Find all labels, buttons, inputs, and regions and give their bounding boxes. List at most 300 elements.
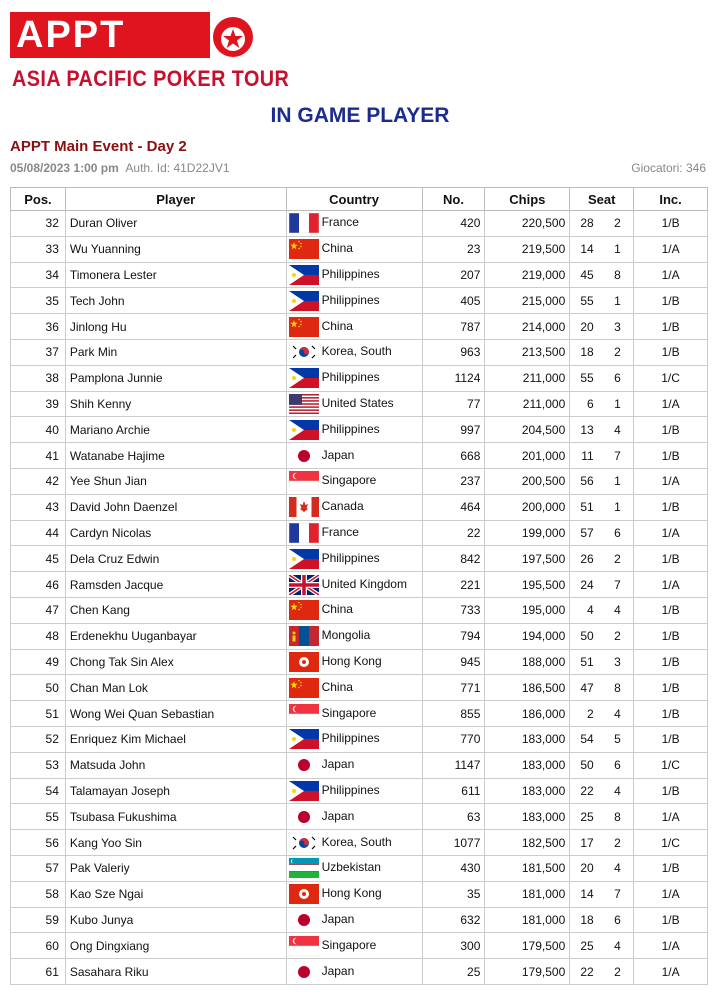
header-inc: Inc. (634, 188, 708, 211)
inc-cell: 1/B (634, 546, 708, 572)
flag-icon (289, 239, 319, 259)
seat-number: 4 (602, 417, 634, 443)
star-icon (210, 12, 256, 62)
country-cell (286, 830, 422, 856)
table-number: 13 (570, 417, 602, 443)
table-row (11, 546, 708, 572)
table-number: 56 (570, 468, 602, 494)
table-row (11, 365, 708, 391)
country-cell (286, 907, 422, 933)
chip-count: 181,000 (485, 907, 570, 933)
country-cell (286, 417, 422, 443)
flag-icon (289, 833, 319, 853)
pos-cell: 35 (11, 288, 66, 314)
player-number: 771 (422, 675, 485, 701)
inc-cell: 1/C (634, 752, 708, 778)
logo-banner (10, 12, 210, 58)
flag-icon (289, 420, 319, 440)
player-name: Chan Man Lok (65, 675, 286, 701)
inc-cell: 1/B (634, 649, 708, 675)
seat-number: 5 (602, 726, 634, 752)
chip-count: 181,500 (485, 855, 570, 881)
table-number: 22 (570, 959, 602, 985)
table-number: 51 (570, 649, 602, 675)
flag-icon (289, 213, 319, 233)
country-name: Korea, South (321, 344, 392, 359)
flag-icon (289, 497, 319, 517)
table-number: 50 (570, 752, 602, 778)
country-cell (286, 365, 422, 391)
header-seat: Seat (570, 188, 634, 211)
players-table (10, 187, 708, 985)
seat-number: 1 (602, 494, 634, 520)
appt-logo (10, 12, 290, 94)
table-number: 17 (570, 830, 602, 856)
seat-number: 6 (602, 365, 634, 391)
table-row (11, 417, 708, 443)
player-number: 77 (422, 391, 485, 417)
seat-number: 7 (602, 881, 634, 907)
player-number: 611 (422, 778, 485, 804)
country-name: Mongolia (321, 628, 371, 643)
country-cell (286, 262, 422, 288)
table-number: 20 (570, 855, 602, 881)
country-cell (286, 597, 422, 623)
country-cell (286, 726, 422, 752)
player-name: Kubo Junya (65, 907, 286, 933)
logo-main-text: APPT (16, 14, 126, 56)
flag-icon (289, 600, 319, 620)
table-number: 20 (570, 314, 602, 340)
country-name: Canada (321, 499, 364, 514)
table-number: 47 (570, 675, 602, 701)
player-number: 963 (422, 339, 485, 365)
player-number: 997 (422, 417, 485, 443)
player-name: Chong Tak Sin Alex (65, 649, 286, 675)
inc-cell: 1/B (634, 417, 708, 443)
chip-count: 200,000 (485, 494, 570, 520)
pos-cell: 36 (11, 314, 66, 340)
pos-cell: 60 (11, 933, 66, 959)
country-name: Hong Kong (321, 654, 382, 669)
table-number: 55 (570, 365, 602, 391)
flag-icon (289, 704, 319, 724)
auth-id: Auth. Id: 41D22JV1 (125, 161, 230, 175)
table-row (11, 236, 708, 262)
table-row (11, 701, 708, 727)
inc-cell: 1/B (634, 701, 708, 727)
country-name: France (321, 525, 359, 540)
player-name: Pamplona Junnie (65, 365, 286, 391)
chip-count: 197,500 (485, 546, 570, 572)
flag-icon (289, 446, 319, 466)
flag-icon (289, 394, 319, 414)
inc-cell: 1/B (634, 494, 708, 520)
player-number: 207 (422, 262, 485, 288)
pos-cell: 34 (11, 262, 66, 288)
inc-cell: 1/A (634, 572, 708, 598)
inc-cell: 1/A (634, 468, 708, 494)
player-name: Mariano Archie (65, 417, 286, 443)
chip-count: 200,500 (485, 468, 570, 494)
player-number: 35 (422, 881, 485, 907)
flag-icon (289, 471, 319, 491)
chip-count: 213,500 (485, 339, 570, 365)
pos-cell: 43 (11, 494, 66, 520)
table-number: 55 (570, 288, 602, 314)
pos-cell: 47 (11, 597, 66, 623)
flag-icon (289, 678, 319, 698)
table-row (11, 907, 708, 933)
pos-cell: 37 (11, 339, 66, 365)
table-number: 26 (570, 546, 602, 572)
pos-cell: 32 (11, 211, 66, 237)
table-number: 22 (570, 778, 602, 804)
player-number: 25 (422, 959, 485, 985)
country-name: Japan (321, 808, 355, 823)
pos-cell: 49 (11, 649, 66, 675)
player-name: Watanabe Hajime (65, 443, 286, 469)
chip-count: 214,000 (485, 314, 570, 340)
table-row (11, 339, 708, 365)
player-name: Duran Oliver (65, 211, 286, 237)
seat-number: 3 (602, 314, 634, 340)
pos-cell: 48 (11, 623, 66, 649)
pos-cell: 58 (11, 881, 66, 907)
country-cell (286, 855, 422, 881)
inc-cell: 1/B (634, 855, 708, 881)
flag-icon (289, 291, 319, 311)
seat-number: 1 (602, 236, 634, 262)
country-name: Singapore (321, 473, 377, 488)
table-number: 4 (570, 597, 602, 623)
table-row (11, 572, 708, 598)
player-count: Giocatori: 346 (631, 161, 706, 175)
header-no: No. (422, 188, 485, 211)
player-name: Kang Yoo Sin (65, 830, 286, 856)
flag-icon (289, 858, 319, 878)
pos-cell: 50 (11, 675, 66, 701)
player-number: 430 (422, 855, 485, 881)
inc-cell: 1/B (634, 288, 708, 314)
country-name: Japan (321, 757, 355, 772)
player-name: Wong Wei Quan Sebastian (65, 701, 286, 727)
flag-icon (289, 729, 319, 749)
table-number: 2 (570, 701, 602, 727)
table-number: 14 (570, 881, 602, 907)
seat-number: 2 (602, 339, 634, 365)
inc-cell: 1/B (634, 778, 708, 804)
inc-cell: 1/A (634, 933, 708, 959)
chip-count: 183,000 (485, 778, 570, 804)
country-name: Japan (321, 447, 355, 462)
pos-cell: 56 (11, 830, 66, 856)
country-name: Philippines (321, 550, 380, 565)
player-name: Park Min (65, 339, 286, 365)
country-name: China (321, 241, 353, 256)
inc-cell: 1/B (634, 597, 708, 623)
inc-cell: 1/B (634, 907, 708, 933)
country-cell (286, 314, 422, 340)
country-cell (286, 701, 422, 727)
flag-icon (289, 884, 319, 904)
table-number: 50 (570, 623, 602, 649)
pos-cell: 51 (11, 701, 66, 727)
table-number: 24 (570, 572, 602, 598)
chip-count: 183,000 (485, 726, 570, 752)
seat-number: 4 (602, 701, 634, 727)
country-cell (286, 675, 422, 701)
inc-cell: 1/A (634, 520, 708, 546)
player-number: 770 (422, 726, 485, 752)
table-number: 57 (570, 520, 602, 546)
inc-cell: 1/C (634, 365, 708, 391)
pos-cell: 45 (11, 546, 66, 572)
player-name: Erdenekhu Uuganbayar (65, 623, 286, 649)
player-number: 794 (422, 623, 485, 649)
country-cell (286, 959, 422, 985)
player-name: David John Daenzel (65, 494, 286, 520)
table-header (11, 188, 708, 211)
table-row (11, 933, 708, 959)
country-cell (286, 391, 422, 417)
table-number: 18 (570, 907, 602, 933)
pos-cell: 52 (11, 726, 66, 752)
player-number: 464 (422, 494, 485, 520)
table-row (11, 391, 708, 417)
player-number: 632 (422, 907, 485, 933)
table-row (11, 262, 708, 288)
pos-cell: 55 (11, 804, 66, 830)
table-number: 25 (570, 933, 602, 959)
pos-cell: 39 (11, 391, 66, 417)
table-number: 45 (570, 262, 602, 288)
pos-cell: 54 (11, 778, 66, 804)
country-name: Philippines (321, 292, 380, 307)
table-row (11, 468, 708, 494)
chip-count: 215,000 (485, 288, 570, 314)
chip-count: 186,000 (485, 701, 570, 727)
chip-count: 182,500 (485, 830, 570, 856)
country-name: Philippines (321, 731, 380, 746)
flag-icon (289, 936, 319, 956)
player-name: Matsuda John (65, 752, 286, 778)
chip-count: 204,500 (485, 417, 570, 443)
pos-cell: 59 (11, 907, 66, 933)
chip-count: 195,000 (485, 597, 570, 623)
country-name: Philippines (321, 370, 380, 385)
inc-cell: 1/B (634, 726, 708, 752)
inc-cell: 1/A (634, 391, 708, 417)
seat-number: 1 (602, 391, 634, 417)
table-number: 14 (570, 236, 602, 262)
chip-count: 219,000 (485, 262, 570, 288)
pos-cell: 40 (11, 417, 66, 443)
country-cell (286, 778, 422, 804)
country-cell (286, 520, 422, 546)
pos-cell: 57 (11, 855, 66, 881)
header-player: Player (65, 188, 286, 211)
chip-count: 211,000 (485, 391, 570, 417)
chip-count: 201,000 (485, 443, 570, 469)
player-number: 23 (422, 236, 485, 262)
pos-cell: 44 (11, 520, 66, 546)
table-number: 11 (570, 443, 602, 469)
inc-cell: 1/B (634, 443, 708, 469)
inc-cell: 1/A (634, 262, 708, 288)
table-number: 54 (570, 726, 602, 752)
player-name: Sasahara Riku (65, 959, 286, 985)
chip-count: 199,000 (485, 520, 570, 546)
inc-cell: 1/C (634, 830, 708, 856)
flag-icon (289, 807, 319, 827)
player-number: 1147 (422, 752, 485, 778)
country-name: Philippines (321, 421, 380, 436)
player-number: 22 (422, 520, 485, 546)
seat-number: 2 (602, 959, 634, 985)
flag-icon (289, 317, 319, 337)
chip-count: 195,500 (485, 572, 570, 598)
flag-icon (289, 962, 319, 982)
chip-count: 183,000 (485, 804, 570, 830)
flag-icon (289, 626, 319, 646)
country-cell (286, 211, 422, 237)
seat-number: 2 (602, 623, 634, 649)
player-number: 237 (422, 468, 485, 494)
player-number: 63 (422, 804, 485, 830)
pos-cell: 61 (11, 959, 66, 985)
table-number: 51 (570, 494, 602, 520)
player-number: 787 (422, 314, 485, 340)
country-name: Korea, South (321, 834, 392, 849)
inc-cell: 1/A (634, 236, 708, 262)
player-name: Ong Dingxiang (65, 933, 286, 959)
seat-number: 2 (602, 211, 634, 237)
player-number: 855 (422, 701, 485, 727)
seat-number: 6 (602, 907, 634, 933)
inc-cell: 1/A (634, 804, 708, 830)
table-row (11, 211, 708, 237)
country-cell (286, 881, 422, 907)
player-number: 405 (422, 288, 485, 314)
table-row (11, 494, 708, 520)
country-cell (286, 443, 422, 469)
chip-count: 179,500 (485, 933, 570, 959)
country-cell (286, 494, 422, 520)
header-country: Country (286, 188, 422, 211)
table-row (11, 959, 708, 985)
header-pos: Pos. (11, 188, 66, 211)
seat-number: 1 (602, 288, 634, 314)
seat-number: 7 (602, 443, 634, 469)
seat-number: 4 (602, 933, 634, 959)
flag-icon (289, 368, 319, 388)
seat-number: 8 (602, 804, 634, 830)
country-name: United Kingdom (321, 576, 407, 591)
table-row (11, 520, 708, 546)
page-title: IN GAME PLAYER (270, 104, 450, 127)
table-number: 25 (570, 804, 602, 830)
country-cell (286, 933, 422, 959)
table-row (11, 881, 708, 907)
table-row (11, 288, 708, 314)
header-chips: Chips (485, 188, 570, 211)
inc-cell: 1/B (634, 314, 708, 340)
table-row (11, 804, 708, 830)
country-name: Uzbekistan (321, 860, 381, 875)
country-cell (286, 572, 422, 598)
table-row (11, 443, 708, 469)
country-name: Philippines (321, 783, 380, 798)
country-name: China (321, 679, 353, 694)
pos-cell: 46 (11, 572, 66, 598)
table-row (11, 675, 708, 701)
event-meta (10, 161, 230, 175)
pos-cell: 42 (11, 468, 66, 494)
inc-cell: 1/B (634, 675, 708, 701)
table-row (11, 726, 708, 752)
player-number: 945 (422, 649, 485, 675)
player-number: 668 (422, 443, 485, 469)
country-name: China (321, 318, 353, 333)
pos-cell: 41 (11, 443, 66, 469)
country-cell (286, 468, 422, 494)
country-name: Hong Kong (321, 886, 382, 901)
seat-number: 4 (602, 597, 634, 623)
player-name: Jinlong Hu (65, 314, 286, 340)
player-number: 1124 (422, 365, 485, 391)
table-row (11, 649, 708, 675)
table-row (11, 752, 708, 778)
seat-number: 3 (602, 649, 634, 675)
table-number: 28 (570, 211, 602, 237)
seat-number: 6 (602, 520, 634, 546)
country-cell (286, 546, 422, 572)
table-row (11, 314, 708, 340)
flag-icon (289, 265, 319, 285)
seat-number: 8 (602, 262, 634, 288)
table-number: 6 (570, 391, 602, 417)
player-name: Tech John (65, 288, 286, 314)
table-row (11, 830, 708, 856)
player-name: Kao Sze Ngai (65, 881, 286, 907)
chip-count: 186,500 (485, 675, 570, 701)
table-number: 18 (570, 339, 602, 365)
logo-subtitle: ASIA PACIFIC POKER TOUR (12, 66, 290, 91)
player-name: Cardyn Nicolas (65, 520, 286, 546)
seat-number: 8 (602, 675, 634, 701)
chip-count: 188,000 (485, 649, 570, 675)
seat-number: 4 (602, 778, 634, 804)
player-name: Talamayan Joseph (65, 778, 286, 804)
pos-cell: 38 (11, 365, 66, 391)
inc-cell: 1/B (634, 339, 708, 365)
chip-count: 183,000 (485, 752, 570, 778)
player-name: Yee Shun Jian (65, 468, 286, 494)
seat-number: 4 (602, 855, 634, 881)
country-cell (286, 649, 422, 675)
player-number: 420 (422, 211, 485, 237)
player-name: Wu Yuanning (65, 236, 286, 262)
chip-count: 181,000 (485, 881, 570, 907)
country-name: China (321, 602, 353, 617)
flag-icon (289, 549, 319, 569)
flag-icon (289, 652, 319, 672)
country-name: Singapore (321, 937, 377, 952)
country-cell (286, 236, 422, 262)
flag-icon (289, 342, 319, 362)
country-name: United States (321, 396, 394, 411)
